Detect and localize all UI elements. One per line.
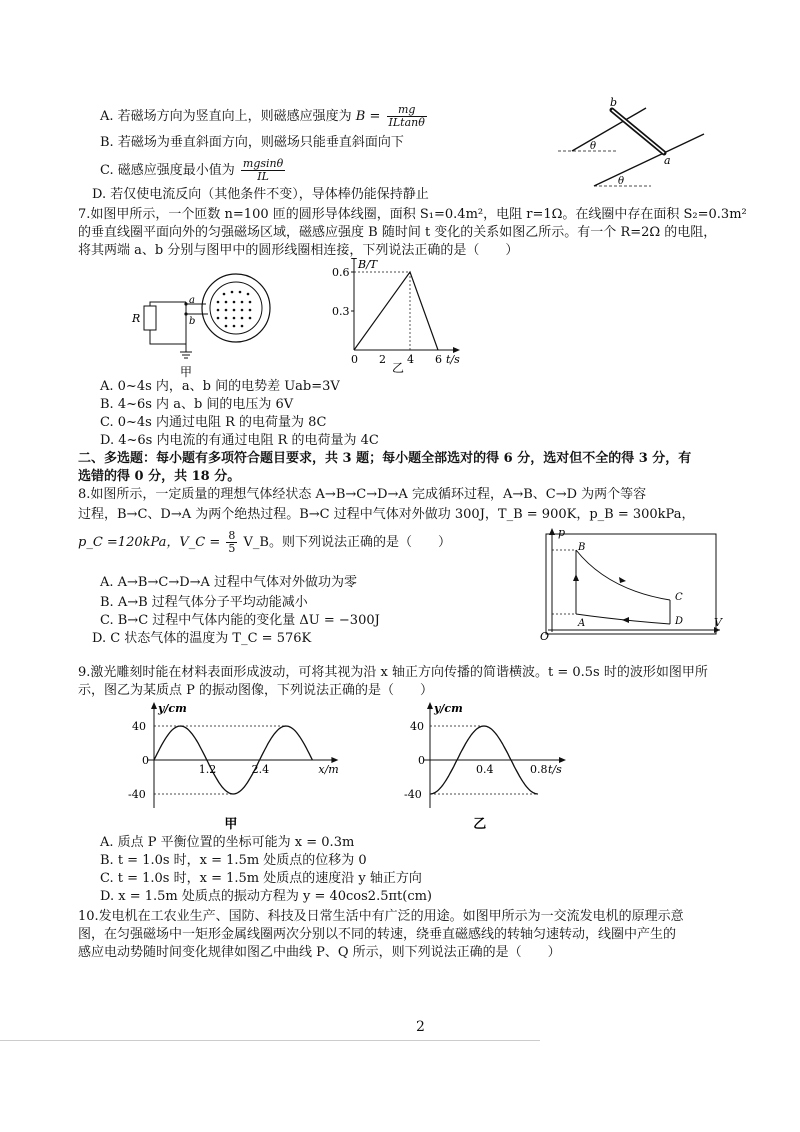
q9-stem-line1: 9.激光雕刻时能在材料表面形成波动，可将其视为沿 x 轴正方向传播的简谐横波。t = 0.5s 时的波形如图甲所 xyxy=(78,665,708,680)
wave-x-tick-label: 2.4 xyxy=(251,763,270,776)
bt-x-axis-label: t/s xyxy=(446,353,460,366)
q8-point-a: A xyxy=(578,618,586,629)
q7-stem-line1: 7.如图甲所示，一个匝数 n=100 匝的圆形导体线圈，面积 S₁=0.4m²，电阻 r=1Ω。在线圈中存在面积 S₂=0.3m² xyxy=(78,207,747,222)
q6-theta-upper: θ xyxy=(590,141,597,152)
q9-wave-chart-jia xyxy=(120,700,360,832)
q8-point-c: C xyxy=(675,592,683,603)
q6-label-a: a xyxy=(664,154,671,167)
q8-option-a: A. A→B→C→D→A 过程中气体对外做功为零 xyxy=(100,575,358,590)
q6-option-a-fraction: $\frac{mg}{ILtan\theta}$ xyxy=(388,103,425,129)
q7-caption-jia: 甲 xyxy=(180,365,193,379)
bt-x-tick-label: 0 xyxy=(351,353,358,366)
q7-option-d: D. 4~6s 内电流的有通过电阻 R 的电荷量为 4C xyxy=(100,433,379,448)
wave-origin-label: 0 xyxy=(142,754,149,767)
q7-label-r: R xyxy=(132,312,141,325)
q9-option-a: A. 质点 P 平衡位置的坐标可能为 x = 0.3m xyxy=(100,835,355,850)
vib-x-axis-label: t/s xyxy=(548,763,562,776)
q7-option-a: A. 0~4s 内，a、b 间的电势差 Uab=3V xyxy=(100,379,340,394)
q7-field-dots xyxy=(217,291,252,328)
vib-y-tick-label: -40 xyxy=(404,788,422,801)
wave-x-axis-label: x/m xyxy=(318,763,339,776)
vib-origin-label: 0 xyxy=(418,754,425,767)
q7-bt-chart xyxy=(318,258,478,376)
q8-point-d: D xyxy=(675,616,684,627)
q7-option-b: B. 4~6s 内 a、b 间的电压为 6V xyxy=(100,397,294,412)
q8-option-c: C. B→C 过程中气体内能的变化量 ΔU = −300J xyxy=(100,613,380,628)
vib-y-arrow xyxy=(427,702,433,709)
q8-stem-line3: p_C =120kPa，V_C = $\frac{8}{5}$ V_B。则下列说法正确的是（ ） xyxy=(78,529,451,555)
q6-option-c-fraction: $\frac{mgsin\theta}{IL}$ xyxy=(242,157,284,183)
wave-y-axis-label: y/cm xyxy=(158,702,187,715)
q8-origin: O xyxy=(540,630,550,640)
q8-option-b: B. A→B 过程气体分子平均动能减小 xyxy=(100,595,308,610)
bt-x-tick-label: 2 xyxy=(379,353,386,366)
q6-option-c: C. 磁感应强度最小值为 $\frac{mgsin\theta}{IL}$ xyxy=(100,157,284,183)
q8-pv-diagram xyxy=(538,528,728,640)
wave-y-tick-label: 40 xyxy=(132,720,146,733)
wave-y-arrow xyxy=(151,702,157,709)
section2-heading: 二、多选题：每小题有多项符合题目要求，共 3 题；每小题全部选对的得 6 分，选对但不全的得 3 分，有 xyxy=(78,451,692,466)
q8-vc-fraction: $\frac{8}{5}$ xyxy=(228,529,236,555)
wave-chart-title: 甲 xyxy=(224,817,238,832)
bt-y-axis-label: B/T xyxy=(358,258,378,271)
q9-option-c: C. t = 1.0s 时，x = 1.5m 处质点的速度沿 y 轴正方向 xyxy=(100,871,422,886)
vib-x-tick-label: 0.4 xyxy=(476,763,494,776)
q7-label-b: b xyxy=(189,316,196,327)
q8-stem-line2: 过程，B→C、D→A 为两个绝热过程。B→C 过程中气体对外做功 300J，T_B = 900K，p_B = 300kPa， xyxy=(78,507,695,522)
q9-stem-line2: 示，图乙为某质点 P 的振动图像，下列说法正确的是（ ） xyxy=(78,683,434,698)
page-number: 2 xyxy=(416,1019,425,1035)
q7-option-c: C. 0~4s 内通过电阻 R 的电荷量为 8C xyxy=(100,415,327,430)
vib-y-axis-label: y/cm xyxy=(434,702,463,715)
q7-stem-line3: 将其两端 a、b 分别与图甲中的圆形线圈相连接，下列说法正确的是（ ） xyxy=(78,243,519,258)
q8-axis-p: p xyxy=(558,528,566,539)
q7-stem-line2: 的垂直线圈平面向外的匀强磁场区域，磁感应强度 B 随时间 t 变化的关系如图乙所示。有一个 R=2Ω 的电阻， xyxy=(78,225,717,240)
q9-option-d: D. x = 1.5m 处质点的振动方程为 y = 40cos2.5πt(cm) xyxy=(100,889,432,904)
q8-option-d: D. C 状态气体的温度为 T_C = 576K xyxy=(92,631,312,646)
q10-stem-line3: 感应电动势随时间变化规律如图乙中曲线 P、Q 所示，则下列说法正确的是（ ） xyxy=(78,945,561,960)
q6-incline-figure xyxy=(536,96,716,196)
q6-theta-lower: θ xyxy=(618,176,625,187)
vib-x-tick-label: 0.8 xyxy=(530,763,548,776)
bt-y-tick-label: 0.3 xyxy=(332,305,350,318)
footer-rule xyxy=(0,1040,540,1041)
vib-y-tick-label: 40 xyxy=(410,720,424,733)
bt-x-tick-label: 4 xyxy=(407,353,414,366)
q7-circuit-figure xyxy=(128,270,288,380)
bt-chart-title: 乙 xyxy=(392,361,405,375)
q6-option-a: A. 若磁场方向为竖直向上，则磁感应强度为 B = $\frac{mg}{ILtan\theta}$ xyxy=(100,103,425,129)
q10-stem-line1: 10.发电机在工农业生产、国防、科技及日常生活中有广泛的用途。如图甲所示为一交流发电机的原理示意 xyxy=(78,909,684,924)
bt-y-tick-label: 0.6 xyxy=(332,266,350,279)
q6-label-b: b xyxy=(610,96,618,109)
q8-point-b: B xyxy=(578,542,586,553)
vib-chart-title: 乙 xyxy=(473,817,487,832)
bt-series-line xyxy=(354,272,438,350)
q9-vibration-chart-yi xyxy=(400,700,580,832)
bt-x-tick-label: 6 xyxy=(435,353,442,366)
q10-stem-line2: 图，在匀强磁场中一矩形金属线圈两次分别以不同的转速，绕垂直磁感线的转轴匀速转动，线圈中产生的 xyxy=(78,927,677,942)
q9-option-b: B. t = 1.0s 时，x = 1.5m 处质点的位移为 0 xyxy=(100,853,367,868)
q8-stem-line1: 8.如图所示，一定质量的理想气体经状态 A→B→C→D→A 完成循环过程，A→B、C→D 为两个等容 xyxy=(78,487,647,502)
q6-option-b: B. 若磁场为垂直斜面方向，则磁场只能垂直斜面向下 xyxy=(100,135,404,150)
q7-label-a: a xyxy=(189,295,195,306)
q8-axis-v: V xyxy=(714,616,722,629)
wave-x-tick-label: 1.2 xyxy=(198,763,217,776)
section2-heading-line2: 选错的得 0 分，共 18 分。 xyxy=(78,469,241,484)
bt-y-arrow xyxy=(351,258,357,259)
wave-y-tick-label: -40 xyxy=(128,788,146,801)
q6-option-d: D. 若仅使电流反向（其他条件不变），导体棒仍能保持静止 xyxy=(92,187,429,202)
